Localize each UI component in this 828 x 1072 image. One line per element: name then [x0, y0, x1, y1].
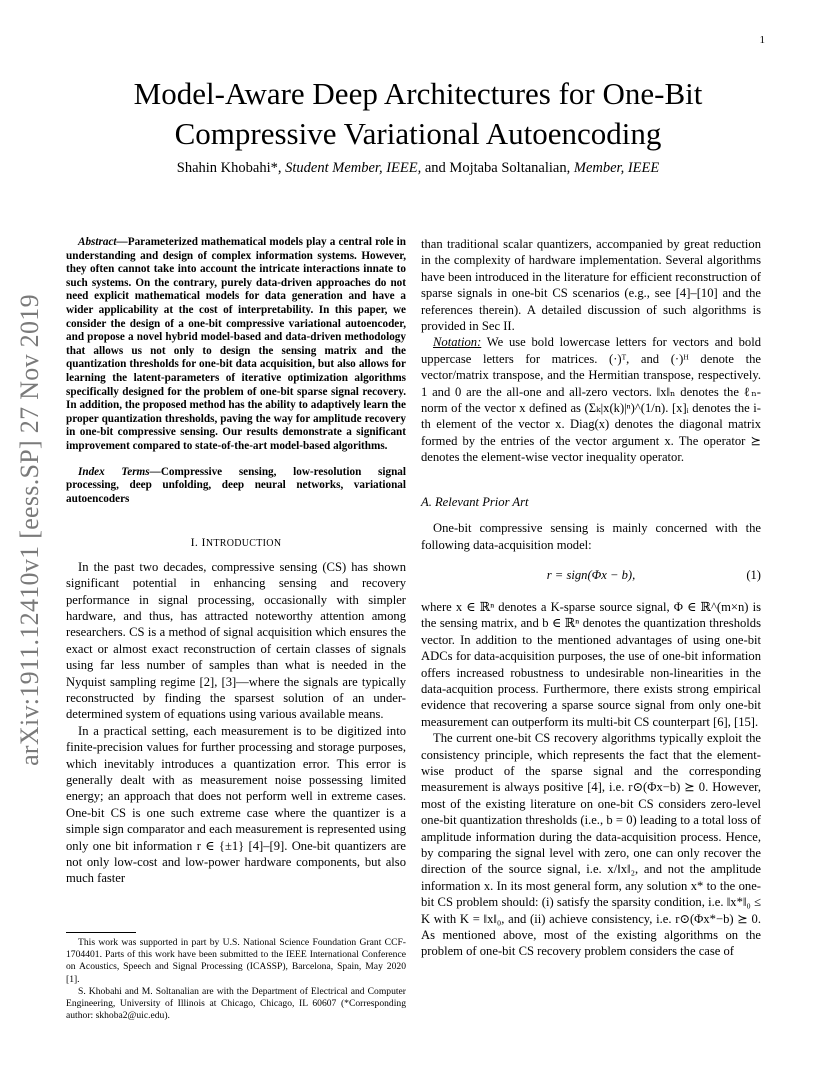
- section-heading-introduction: [66, 534, 406, 552]
- right-paragraph-4: The current one-bit CS recovery algorithms typically exploit the consistency principle, which represents the fact that the element-wise product of the sparse signal and the corresponding measurement is always positive [4], i.e. r⊙(Φx−b) ⪰ 0. However, most of the existing literature on one-bit CS considers zero-level one-bit quantization thresholds (i.e., b = 0) leading to a total loss of amplitude information during the data-acquisition process. Hence, by comparing the signal level with zero, one can only recover the direction of the source signal, i.e. x/‖x‖₂, and not the amplitude information x. In its most general form, any solution x* to the one-bit CS problem should: (i) satisfy the sparsity condition, i.e. ‖x*‖₀ ≤ K with K = ‖x‖₀, and (ii) achieve consistency, i.e. r⊙(Φx*−b) ⪰ 0. As mentioned above, most of the existing algorithms on the problem of one-bit CS recovery problem considers the case of: [421, 731, 761, 959]
- abstract-text: Parameterized mathematical models play a central role in understanding and design of complex information systems. However, they often cannot take into account the intricate interactions innate to such systems. On the contrary, purely data-driven approaches do not need explicit mathematical models for data generation and have a wider applicability at the cost of interpretability. In this paper, we consider the design of a one-bit compressive variational autoencoder, and propose a novel hybrid model-based and data-driven methodology that allows us not only to design the sensing matrix and the quantization thresholds for one-bit data acquisition, but also allows for learning the latent-parameters of iterative optimization algorithms specifically designed for the problem of one-bit sparse signal recovery. In addition, the proposed method has the ability to adaptively learn the proper quantization thresholds, paving the way for amplitude recovery in one-bit compressive sensing. Our results demonstrate a significant improvement compared to state-of-the-art model-based algorithms.: [66, 236, 406, 452]
- author-2: and Mojtaba Soltanalian,: [424, 160, 571, 176]
- index-terms-text: Compressive sensing, low-resolution signal processing, deep unfolding, deep neural networks, variational autoencoders: [66, 465, 406, 505]
- right-column: [421, 236, 761, 960]
- footnotes: [66, 932, 406, 1022]
- intro-paragraph-1: In the past two decades, compressive sensing (CS) has shown significant potential in enhancing sensing and recovery performance in signal processing, occasionally with simpler hardware, and thus, has attracted noteworthy attention among researchers. CS is a method of signal acquisition which ensures the exact or almost exact reconstruction of certain classes of signals using far less number of samples than what is needed in the Nyquist sampling regime [2], [3]—where the signals are typically reconstructed by finding the sparsest solution of an under-determined system of equations using various available means.: [66, 559, 406, 722]
- index-terms: [66, 466, 406, 507]
- title-line-2: Compressive Variational Autoencoding: [174, 116, 662, 151]
- equation-1-body: r = sign(Φx − b),: [546, 567, 636, 582]
- notation-paragraph: [421, 334, 761, 465]
- section-numeral: I.: [190, 535, 202, 550]
- footnote-funding: This work was supported in part by U.S. National Science Foundation Grant CCF-1704401. Parts of this work have been submitted to the IEEE International Conference on Acoustics, Speech and Signal Processing (ICASSP), Barcelona, Spain, May 2020 [1].: [66, 937, 406, 985]
- subsection-heading-prior-art: A. Relevant Prior Art: [421, 494, 529, 509]
- right-paragraph-1: than traditional scalar quantizers, accompanied by great reduction in the complexity of hardware implementation. Several algorithms have been introduced in the literature for efficient reconstruction of sparse signals in one-bit CS scenarios (e.g., see [4]–[10] and the references therein). A detailed discussion of such algorithms is provided in Sec II.: [421, 237, 761, 334]
- abstract: [66, 236, 406, 454]
- intro-paragraph-2: In a practical setting, each measurement is to be digitized into finite-precision values for further processing and storage purposes, which inevitably introduces a quantization error. This error is generally dealt with as measurement noise possessing limited energy; an approach that does not perform well in extreme cases. One-bit CS is one such extreme case where the quantizer is a simple sign comparator and each measurement is represented using only one bit information r ∈ {±1} [4]–[9]. One-bit quantizers are not only low-cost and low-power hardware components, but also much faster: [66, 723, 406, 886]
- index-terms-lead: Index Terms—: [78, 465, 161, 478]
- right-paragraph-3: where x ∈ ℝⁿ denotes a K-sparse source signal, Φ ∈ ℝ^(m×n) is the sensing matrix, and b ∈ ℝⁿ denotes the quantization thresholds vector. In addition to the mentioned advantages of using one-bit ADCs for data-acquisition purposes, the use of one-bit information offers increased robustness to undesirable non-linearities in the data-acquition process. Furthermore, there exists strong empirical evidence that recovering a sparse source signal from only one-bit measurement can outperform its multi-bit CS counterpart [6], [15].: [421, 599, 761, 729]
- footnote-affiliation: S. Khobahi and M. Soltanalian are with the Department of Electrical and Computer Engineering, University of Illinois at Chicago, Chicago, IL 60607 (*Corresponding author: skhoba2@uic.edu).: [66, 985, 406, 1022]
- author-line: [68, 160, 768, 177]
- author-1: Shahin Khobahi*,: [176, 160, 282, 176]
- notation-text: We use bold lowercase letters for vectors and bold uppercase letters for matrices. (·)ᵀ, and (·)ᴴ denote the vector/matrix transpose, and the Hermitian transpose, respectively. 1 and 0 are the all-one and all-zero vectors. ‖x‖ₙ denotes the ℓₙ-norm of the vector x defined as (Σₖ|x(k)|ⁿ)^(1/n). [x]ᵢ denotes the i-th element of the vector x. Diag(x) denotes the diagonal matrix formed by the entries of the vector argument x. The operator ⪰ denotes the element-wise vector inequality operator.: [421, 335, 761, 465]
- paper-title: [68, 74, 768, 154]
- footnote-rule: [66, 932, 136, 933]
- left-column: [66, 236, 406, 887]
- notation-lead: Notation:: [433, 335, 482, 350]
- right-paragraph-2: One-bit compressive sensing is mainly concerned with the following data-acquisition model:: [421, 521, 761, 552]
- abstract-lead: Abstract—: [78, 236, 128, 248]
- section-first-letter: I: [201, 535, 206, 550]
- title-line-1: Model-Aware Deep Architectures for One-Bit: [133, 76, 703, 111]
- section-rest: NTRODUCTION: [205, 538, 282, 550]
- arxiv-stamp: arXiv:1911.12410v1 [eess.SP] 27 Nov 2019: [15, 294, 44, 766]
- equation-1-number: (1): [746, 567, 761, 582]
- equation-1: [421, 567, 761, 585]
- page-number: 1: [759, 34, 765, 46]
- author-1-role: Student Member, IEEE,: [285, 160, 422, 176]
- author-2-role: Member, IEEE: [573, 160, 660, 176]
